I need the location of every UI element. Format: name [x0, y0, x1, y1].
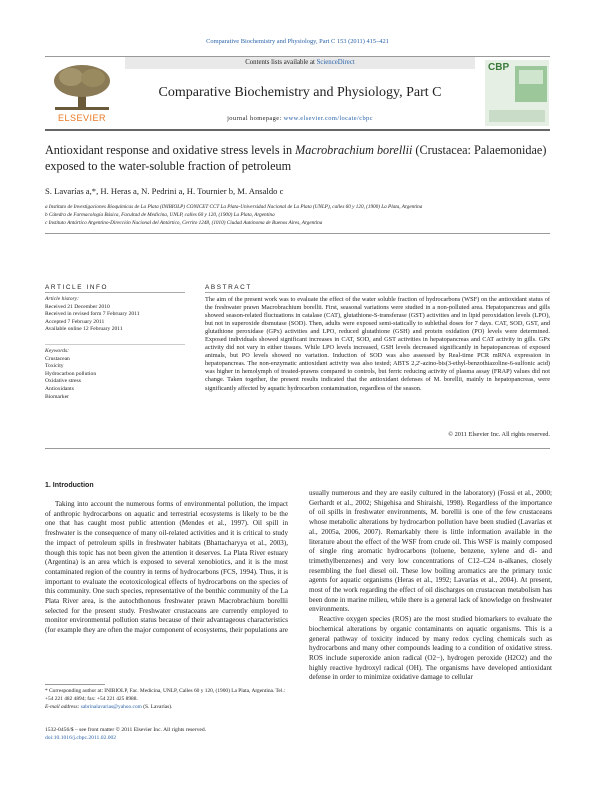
homepage-link[interactable]: www.elsevier.com/locate/cbpc	[283, 115, 373, 122]
homepage-prefix: journal homepage:	[227, 115, 284, 122]
journal-homepage	[125, 115, 475, 122]
corresponding-author-note: * Corresponding author at: INIBIOLP, Fac. Medicina, UNLP, Calles 60 y 120, (1900) La Plata, Argentina. Tel.: +54 221 482 4894; fax: +54 221 425 8988.	[45, 688, 286, 702]
divider	[45, 448, 550, 449]
title-part-2: (Crustacea: Palaemonidae) exposed to the water-soluble fraction of petroleum	[45, 143, 547, 173]
title-species: Macrobrachium borellii	[295, 143, 413, 157]
sciencedirect-link[interactable]: ScienceDirect	[316, 59, 355, 66]
history-item: Received in revised form 7 February 2011	[45, 311, 140, 318]
title-part-1: Antioxidant response and oxidative stress levels in	[45, 143, 296, 157]
front-matter-info	[45, 727, 288, 742]
email-line	[45, 704, 288, 712]
body-paragraph: usually numerous and they are easily cultured in the laboratory) (Fossi et al., 2000; Gerhardt et al., 2002; Shigehisa and Shiraishi, 1998). Regardless of the importance of oil spills in freshwater environments, M. borellii is one of the few crustaceans whose metabolic alterations by hydrocarbon pollution have been studied (Lavarías et al., 2005a, 2006, 2007). Remarkably there is little information available in the literature about the effect of the WSF from crude oil. This WSF is mainly composed of single ring aromatic hydrocarbons (toluene, benzene, xylene and di- and trimethylbenzenes) and very low concentrations of C12–C24 n-alkanes, closely resembling the fuel diesel oil. These low boiling aromatics are the primary toxic agents for aquatic organisms (Heras et al., 1992; Lavarías et al., 2004). At present, most of the work regarding the effect of oil discharges on crustacean metabolism has been done in marine milieu, while there is a general lack of knowledge on freshwater environments.	[309, 489, 552, 614]
divider	[45, 344, 185, 345]
publisher-name: ELSEVIER	[57, 113, 107, 123]
journal-cover	[485, 60, 549, 126]
contents-band	[125, 57, 475, 69]
affiliation-a: a Instituto de Investigaciones Bioquímicas de La Plata (INIBIOLP) CONICET CCT La Plata-Universidad Nacional de La Plata (UNLP), calles 60 y 120, (1900) La Plata, Argentina	[45, 204, 423, 210]
email-link[interactable]: sabrinalavarias@yahoo.com	[80, 703, 142, 710]
history-item: Received 21 December 2010	[45, 303, 110, 310]
history-item: Available online 12 February 2011	[45, 326, 123, 333]
cover-label: CBP	[488, 62, 510, 73]
tree-icon	[45, 63, 119, 111]
history-label: Article history:	[45, 296, 80, 302]
doi-link[interactable]: doi:10.1016/j.cbpc.2011.02.002	[45, 734, 117, 741]
history-item: Accepted 7 February 2011	[45, 318, 105, 325]
keyword: Oxidative stress	[45, 378, 81, 385]
keyword: Toxicity	[45, 363, 64, 370]
keywords-label: Keywords:	[45, 348, 70, 354]
affiliation-c: c Instituto Antártico Argentino-Dirección Nacional del Antártico, Cerrito 1248, (1010) Ciudad Autónoma de Buenos Aires, Argentina	[45, 220, 323, 226]
issn-line: 1532-0456/$ – see front matter © 2011 Elsevier Inc. All rights reserved.	[45, 727, 207, 733]
body-text-left-column: Taking into account the numerous forms of environmental pollution, the impact of anthropic hydrocarbons on aquatic and terrestrial ecosystems is likely to be the one that has caught most public attention (Mendes et al., 1997). Oil spill in freshwater is the consequence of many oil-related activities and it is critical to study the impact of petroleum spills in freshwater habitats (Bhattacharyya et al., 2003), though this topic has not been given the attention it deserves. La Plata River estuary (Argentina) is an area which is exposed to several xenobiotics, and it is the most contaminated region of the country in terms of hydrocarbons (FCS, 1994). Thus, it is important to evaluate the ecotoxicological effects of hydrocarbons on the species of this community. One such species, representative of the benthic community of the La Plata River area, is the autochthonous freshwater prawn Macrobrachium borellii selected for the present study. Freshwater crustaceans are currently employed to monitor environmental pollution status because of their advantageous characteristics (for example they are often the major component of ecosystems, their populations are	[45, 500, 288, 635]
article-title	[45, 143, 550, 174]
divider	[205, 292, 550, 293]
journal-title: Comparative Biochemistry and Physiology, Part C	[158, 85, 442, 100]
divider	[45, 233, 550, 234]
keyword: Crustacean	[45, 355, 70, 362]
abstract-heading: ABSTRACT	[205, 284, 252, 291]
journal-reference[interactable]: Comparative Biochemistry and Physiology, Part C 153 (2011) 415–421	[206, 38, 389, 45]
copyright-notice: © 2011 Elsevier Inc. All rights reserved.	[448, 431, 550, 438]
keywords	[45, 348, 185, 401]
article-info-heading: ARTICLE INFO	[45, 284, 109, 291]
email-label: E-mail address:	[45, 703, 81, 710]
keyword: Biomarker	[45, 393, 69, 400]
footnote-divider	[45, 684, 105, 685]
elsevier-tree-logo	[45, 63, 119, 123]
footnote	[45, 688, 288, 711]
email-suffix: (S. Lavarías).	[141, 703, 173, 710]
body-paragraph: Reactive oxygen species (ROS) are the most studied biomarkers to evaluate the biochemical alterations by organic contaminants on aquatic organisms. This is a general pathway of toxicity induced by many redox cycling chemicals such as hydrocarbons and many other compounds leading to a condition of oxidative stress. ROS include superoxide anion radical (O2−), hydrogen peroxide (H2O2) and the highly reactive hydroxyl radical (OH). The organisms have developed antioxidant defense in order to minimize oxidative damage to cellular	[309, 615, 552, 682]
body-text-right-column	[309, 489, 552, 683]
affiliations	[45, 203, 550, 227]
keyword: Antioxidants	[45, 385, 74, 392]
article-history	[45, 296, 185, 334]
abstract-text: The aim of the present work was to evaluate the effect of the water soluble fraction of hydrocarbons (WSF) on the antioxidant status of the freshwater prawn Macrobrachium borellii. First, seasonal variations were studied in a non-polluted area. Hepatopancreas and gills showed season-related fluctuations in catalase (CAT), glutathione-S-transferase (GST) activities and in lipid peroxidation levels (LPO), but not in superoxide dismutase (SOD). Then, adults were exposed semi-statically to sublethal doses for 7 days. CAT, SOD, GST, and glutathione peroxidase (GPx) activities and LPO, reduced glutathione (GSH) and protein oxidation (PO) levels were determined. Exposed individuals showed significant increases in CAT, SOD, and GST activities in hepatopancreas and CAT activity in gills. GPx activity did not vary in either tissues. While LPO levels increased, GSH levels decreased significantly in hepatopancreas of exposed animals, but PO levels showed no variation. Induction of SOD was also assessed by Real-time PCR mRNA expression in hepatopancreas. The non-enzymatic antioxidant activity was also tested; ABTS 2,2′-azino-bis(3-ethyl-benzothiazoline-6-sulfonic acid) was higher in hemolymph of treated-prawns compared to controls, but ferric reducing activity of plasma assay (FRAP) values did not change. Taken together, the present results indicated that the antioxidant defenses of M. borellii, mainly in hepatopancreas, were significantly affected by aquatic hydrocarbon contamination, regardless of the season.	[205, 296, 550, 392]
author-list: S. Lavarías a,*, H. Heras a, N. Pedrini a, H. Tournier b, M. Ansaldo c	[45, 186, 284, 196]
journal-header	[45, 56, 550, 131]
affiliation-b: b Cátedra de Farmacología Básica, Facultad de Medicina, UNLP, calles 60 y 120, (1900) La Plata, Argentina	[45, 212, 275, 218]
keyword: Hydrocarbon pollution	[45, 370, 97, 377]
section-heading-introduction: 1. Introduction	[45, 482, 94, 489]
divider	[45, 292, 185, 293]
contents-prefix: Contents lists available at	[245, 59, 317, 66]
